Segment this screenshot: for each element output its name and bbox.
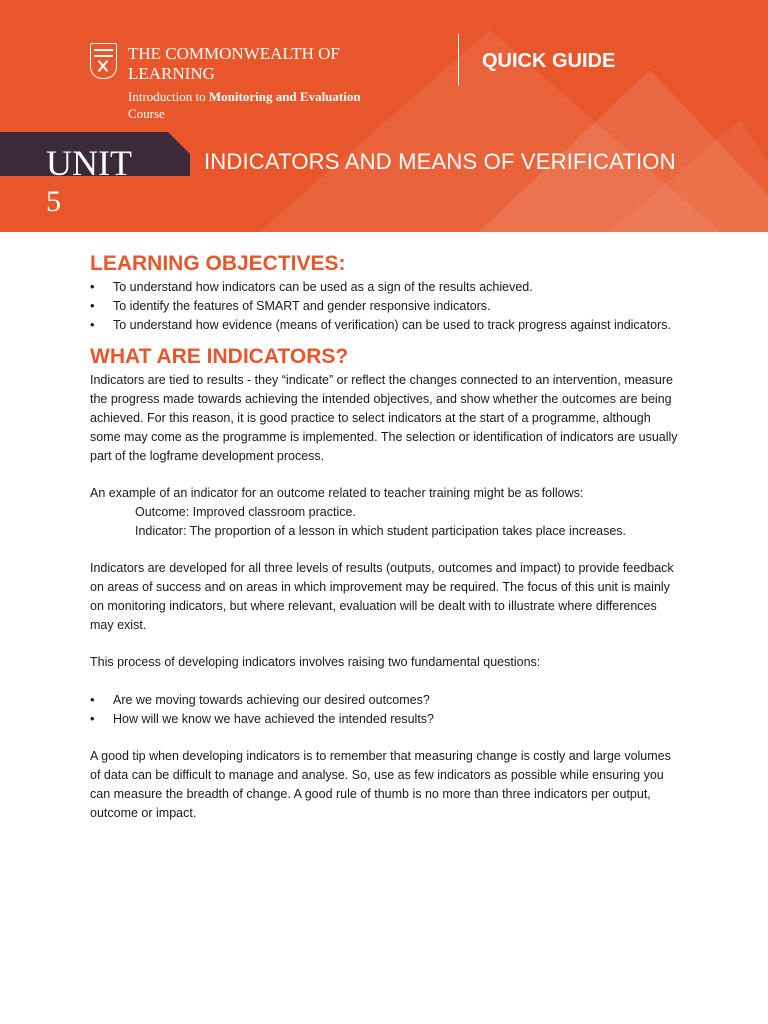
paragraph: This process of developing indicators involves raising two fundamental questions: [90, 655, 541, 670]
list-item: • To identify the features of SMART and gender responsive indicators. [90, 297, 680, 316]
objectives-heading: LEARNING OBJECTIVES: [90, 252, 346, 275]
header-divider [458, 34, 459, 86]
questions-list [90, 691, 680, 729]
paragraph: An example of an indicator for an outcome related to teacher training might be as follows: [90, 486, 584, 501]
list-item: • To understand how evidence (means of verification) can be used to track progress against indicators. [90, 316, 680, 335]
indicators-heading: WHAT ARE INDICATORS? [90, 345, 349, 369]
list-item: • To understand how indicators can be used as a sign of the results achieved. [90, 278, 680, 297]
list-item: • Are we moving towards achieving our desired outcomes? [90, 691, 680, 710]
document-body [90, 250, 680, 823]
decorative-triangle [600, 120, 768, 232]
paragraph: Indicators are tied to results - they “indicate” or reflect the changes connected to an intervention, measure the progress made towards achieving the intended objectives, and show whether the outcomes are being achieved. For this reason, it is good practice to select indicators at the start of a programme, although some may come as the programme is implemented. The selection or identification of indicators are usually part of the logframe development process. [90, 373, 678, 463]
list-item: • How will we know we have achieved the intended results? [90, 710, 680, 729]
unit-title: INDICATORS AND MEANS OF VERIFICATION [204, 149, 676, 174]
header-banner [0, 0, 768, 232]
col-shield-logo-icon [90, 43, 117, 79]
org-name: THE COMMONWEALTH OF LEARNING [128, 44, 340, 83]
paragraph: A good tip when developing indicators is to remember that measuring change is costly and large volumes of data can be difficult to manage and analyse. So, use as few indicators as possible while ensuring you can measure the breadth of change. A good rule of thumb is no more than three indicators per output, outcome or impact. [90, 749, 671, 820]
course-suffix: Course [128, 106, 165, 121]
paragraph: Indicators are developed for all three levels of results (outputs, outcomes and impact) to provide feedback on areas of success and on areas in which improvement may be required. The focus of this unit is mainly on monitoring indicators, but where relevant, evaluation will be dealt with to illustrate where differences may exist. [90, 561, 674, 632]
course-name [128, 88, 418, 122]
course-prefix: Introduction to [128, 89, 209, 104]
example-outcome: Outcome: Improved classroom practice. [135, 504, 356, 519]
course-bold: Monitoring and Evaluation [208, 89, 361, 104]
example-indicator: Indicator: The proportion of a lesson in which student participation takes place increases. [135, 523, 627, 538]
unit-number: 5 [46, 185, 61, 218]
unit-label: UNIT [46, 143, 132, 183]
quick-guide-label: QUICK GUIDE [482, 50, 616, 72]
objectives-list [90, 278, 680, 334]
